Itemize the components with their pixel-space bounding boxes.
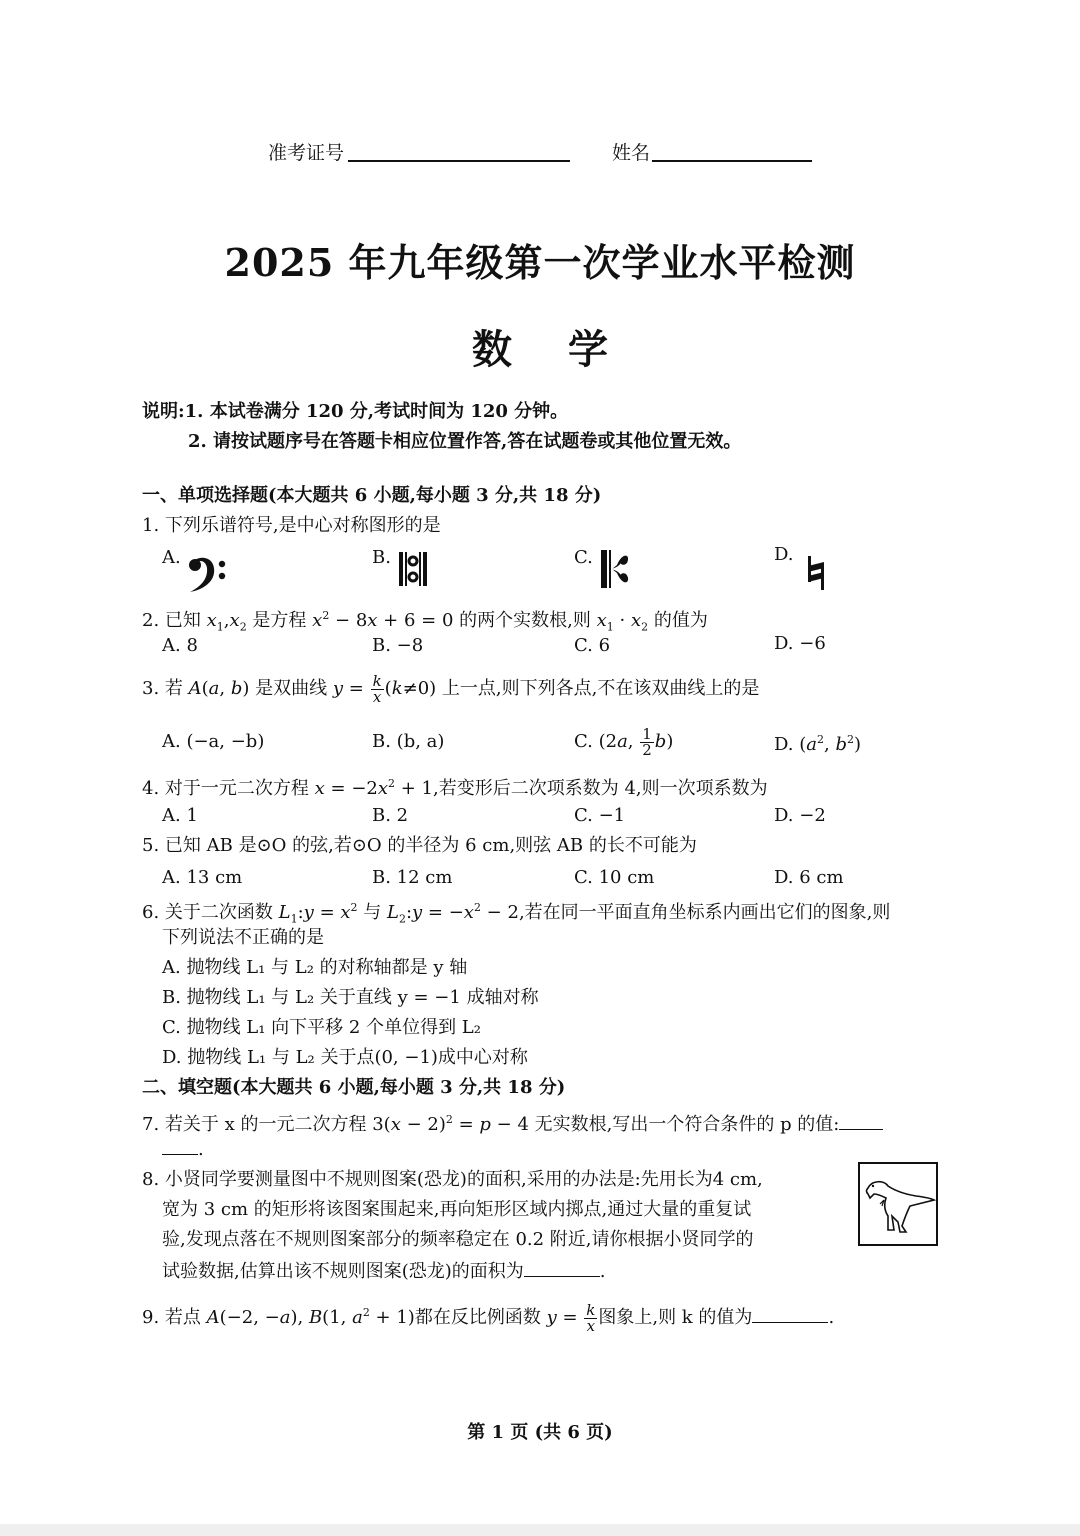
q4-option-c: C. −1 bbox=[574, 805, 626, 826]
exam-number-field[interactable] bbox=[348, 138, 570, 162]
q6-option-b: B. 抛物线 L₁ 与 L₂ 关于直线 y = −1 成轴对称 bbox=[162, 987, 539, 1008]
q8-line-1: 8. 小贤同学要测量图中不规则图案(恐龙)的面积,采用的办法是:先用长为4 cm, bbox=[142, 1169, 763, 1190]
subject-title: 数学 bbox=[472, 326, 664, 373]
q8-answer-blank[interactable] bbox=[524, 1262, 600, 1277]
page-title: 2025 年九年级第一次学业水平检测 bbox=[224, 240, 856, 285]
q7-answer-blank[interactable] bbox=[839, 1115, 883, 1130]
q7-answer-blank-cont[interactable] bbox=[162, 1140, 198, 1155]
section-2-heading: 二、填空题(本大题共 6 小题,每小题 3 分,共 18 分) bbox=[142, 1077, 566, 1098]
q2-option-c: C. 6 bbox=[574, 635, 611, 656]
dinosaur-icon bbox=[860, 1164, 936, 1244]
q9-answer-blank[interactable] bbox=[752, 1308, 828, 1323]
page-footer: 第 1 页 (共 6 页) bbox=[467, 1422, 613, 1443]
q3-option-b: B. (b, a) bbox=[372, 731, 445, 752]
bass-clef-icon bbox=[186, 554, 230, 594]
q8-line-3: 验,发现点落在不规则图案部分的频率稳定在 0.2 附近,请你根据小贤同学的 bbox=[162, 1229, 754, 1250]
name-field[interactable] bbox=[652, 138, 812, 162]
q6-option-a: A. 抛物线 L₁ 与 L₂ 的对称轴都是 y 轴 bbox=[162, 957, 468, 978]
q4-option-a: A. 1 bbox=[162, 805, 198, 826]
q3-stem: 3. 若 A(a, b) 是双曲线 y = $\frac{k}{x}$ (k≠0) 上一点,则下列各点,不在该双曲线上的是 bbox=[142, 671, 760, 706]
q2-option-d: D. −6 bbox=[774, 633, 826, 654]
q4-option-d: D. −2 bbox=[774, 805, 826, 826]
q1-option-c-label: C. bbox=[574, 547, 593, 568]
alto-clef-icon bbox=[600, 550, 630, 588]
exam-number-label: 准考证号 bbox=[268, 142, 345, 164]
note-line-2: 2. 请按试题序号在答题卡相应位置作答,答在试题卷或其他位置无效。 bbox=[188, 431, 742, 452]
q3-option-d: D. ($a^2$, $b^2$) bbox=[774, 733, 862, 755]
q5-stem: 5. 已知 AB 是⊙O 的弦,若⊙O 的半径为 6 cm,则弦 AB 的长不可能为 bbox=[142, 835, 697, 856]
q6-option-c: C. 抛物线 L₁ 向下平移 2 个单位得到 L₂ bbox=[162, 1017, 481, 1038]
q5-option-c: C. 10 cm bbox=[574, 867, 655, 888]
q1-option-b-label: B. bbox=[372, 547, 391, 568]
q6-option-d: D. 抛物线 L₁ 与 L₂ 关于点(0, −1)成中心对称 bbox=[162, 1047, 528, 1068]
repeat-sign-icon bbox=[398, 552, 428, 586]
q5-option-a: A. 13 cm bbox=[162, 867, 243, 888]
q8-line-4: 试验数据,估算出该不规则图案(恐龙)的面积为 . bbox=[162, 1261, 606, 1282]
dinosaur-figure bbox=[858, 1162, 938, 1246]
name-label: 姓名 bbox=[612, 142, 651, 164]
q3-option-c: C. (2a, $\frac{1}{2}$ b) bbox=[574, 724, 674, 759]
natural-sign-icon bbox=[806, 556, 826, 590]
q6-stem: 6. 关于二次函数 $L_1:y = x^2$ 与 $L_2:y = -x^2 - 2$,若在同一平面直角坐标系内画出它们的图象,则 bbox=[142, 901, 891, 926]
q1-option-a-label: A. bbox=[162, 547, 181, 568]
q3-option-a: A. (−a, −b) bbox=[162, 731, 265, 752]
q5-option-b: B. 12 cm bbox=[372, 867, 453, 888]
q7-stem: 7. 若关于 x 的一元二次方程 $3(x - 2)^2 = p - 4$ 无实数根,写出一个符合条件的 p 的值: bbox=[142, 1108, 883, 1137]
q4-option-b: B. 2 bbox=[372, 805, 409, 826]
q1-option-d-label: D. bbox=[774, 544, 794, 565]
note-line-1: 说明:1. 本试卷满分 120 分,考试时间为 120 分钟。 bbox=[142, 401, 569, 422]
q2-option-b: B. −8 bbox=[372, 635, 424, 656]
q2-stem: 2. 已知 $x_1,x_2$ 是方程 $x^2 - 8x + 6 = 0$ 的两个实数根,则 $x_1 \cdot x_2$ 的值为 bbox=[142, 609, 708, 634]
q7-stem-tail: . bbox=[162, 1138, 204, 1162]
q6-stem-line-2: 下列说法不正确的是 bbox=[162, 927, 324, 948]
q5-option-d: D. 6 cm bbox=[774, 867, 844, 888]
q1-stem: 1. 下列乐谱符号,是中心对称图形的是 bbox=[142, 515, 441, 536]
q4-stem: 4. 对于一元二次方程 $x = -2x^2 + 1$,若变形后二次项系数为 4,则一次项系数为 bbox=[142, 777, 768, 799]
section-1-heading: 一、单项选择题(本大题共 6 小题,每小题 3 分,共 18 分) bbox=[142, 485, 602, 506]
q8-line-2: 宽为 3 cm 的矩形将该图案围起来,再向矩形区域内掷点,通过大量的重复试 bbox=[162, 1199, 752, 1220]
q2-option-a: A. 8 bbox=[162, 635, 198, 656]
bottom-band bbox=[0, 1524, 1080, 1536]
q9-stem: 9. 若点 A(−2, −a), B(1, $a^2 + 1$)都在反比例函数 y = $\frac{k}{x}$ 图象上,则 k 的值为 . bbox=[142, 1300, 835, 1335]
